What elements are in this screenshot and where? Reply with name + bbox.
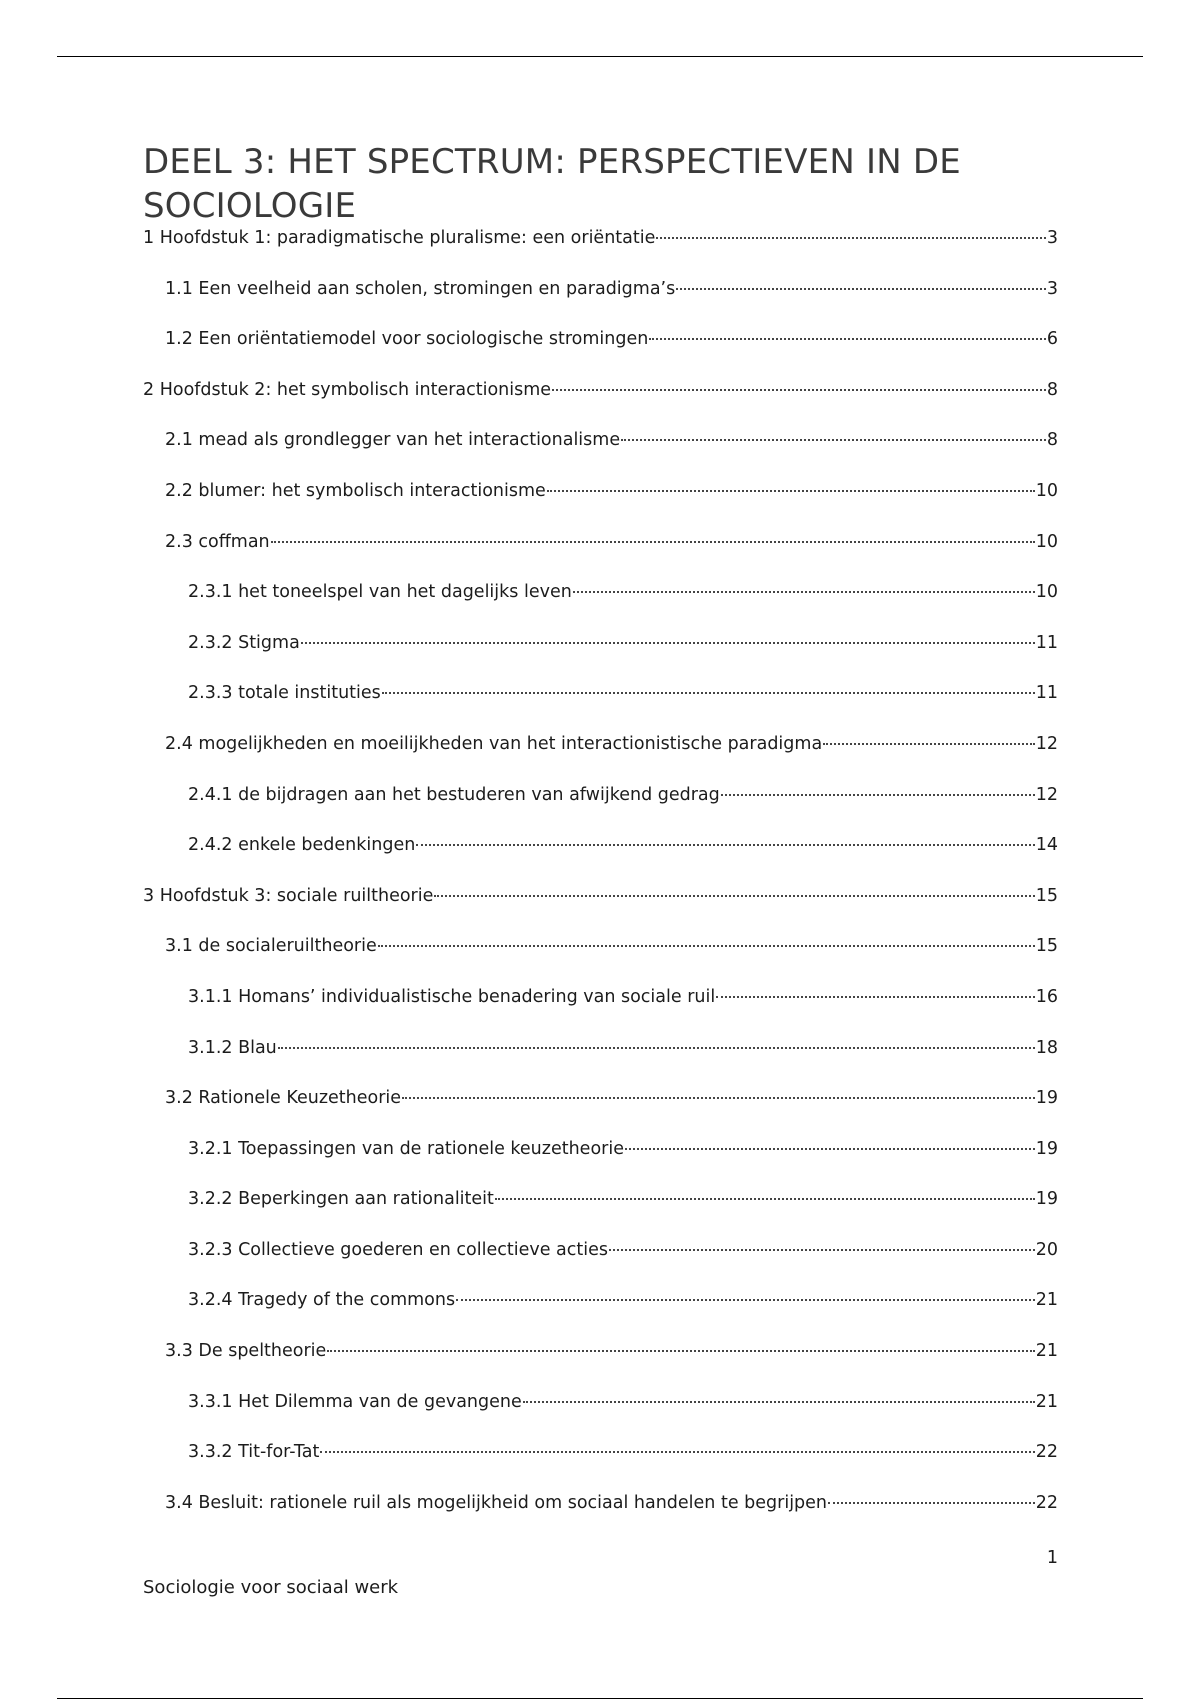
toc-entry-title: 3.3.1 Het Dilemma van de gevangene	[188, 1391, 522, 1412]
toc-entry-title: 2 Hoofdstuk 2: het symbolisch interactionisme	[143, 379, 552, 400]
toc-entry-page: 10	[1035, 480, 1058, 501]
toc-dot-leader	[656, 237, 1045, 239]
toc-entry[interactable]	[143, 582, 1058, 633]
toc-dot-leader	[721, 794, 1035, 796]
toc-entry[interactable]	[143, 430, 1058, 481]
toc-entry[interactable]	[143, 734, 1058, 785]
toc-entry-title: 1.2 Een oriëntatiemodel voor sociologische stromingen	[165, 329, 649, 350]
toc-entry-title: 3.3.2 Tit-for-Tat	[188, 1442, 320, 1463]
header-rule	[57, 56, 1143, 57]
toc-entry-title: 2.1 mead als grondlegger van het interactionalisme	[165, 430, 621, 451]
toc-entry[interactable]	[143, 886, 1058, 937]
toc-dot-leader	[382, 692, 1035, 694]
toc-entry[interactable]	[143, 532, 1058, 583]
toc-dot-leader	[573, 591, 1035, 593]
toc-dot-leader	[271, 541, 1035, 543]
toc-dot-leader	[327, 1350, 1034, 1352]
toc-entry[interactable]	[143, 936, 1058, 987]
toc-dot-leader	[402, 1097, 1035, 1099]
toc-entry-page: 21	[1035, 1341, 1058, 1362]
toc-entry-title: 2.3.2 Stigma	[188, 632, 300, 653]
toc-entry-page: 19	[1035, 1088, 1058, 1109]
toc-entry-title: 1 Hoofdstuk 1: paradigmatische pluralisme: een oriëntatie	[143, 228, 656, 248]
toc-entry-title: 3.3 De speltheorie	[165, 1341, 327, 1362]
toc-entry-title: 3.2.1 Toepassingen van de rationele keuzetheorie	[188, 1138, 624, 1159]
toc-entry-page: 8	[1046, 430, 1058, 451]
toc-entry[interactable]	[143, 329, 1058, 380]
toc-dot-leader	[621, 439, 1046, 441]
toc-entry-page: 20	[1035, 1239, 1058, 1260]
toc-entry-page: 6	[1046, 329, 1058, 350]
toc-dot-leader	[523, 1401, 1035, 1403]
toc-dot-leader	[320, 1451, 1034, 1453]
page-number: 1	[1046, 1548, 1058, 1568]
toc-entry-title: 2.3.3 totale instituties	[188, 683, 381, 704]
toc-dot-leader	[823, 743, 1035, 745]
toc-entry-title: 1.1 Een veelheid aan scholen, stromingen en paradigma’s	[165, 278, 676, 299]
toc-entry[interactable]	[143, 228, 1058, 279]
toc-entry-page: 19	[1035, 1138, 1058, 1159]
toc-entry[interactable]	[143, 1442, 1058, 1493]
toc-entry-page: 3	[1046, 278, 1058, 299]
toc-entry-title: 3.2.4 Tragedy of the commons	[188, 1290, 456, 1311]
toc-dot-leader	[828, 1502, 1035, 1504]
toc-entry-title: 2.4 mogelijkheden en moeilijkheden van het interactionistische paradigma	[165, 733, 823, 754]
toc-dot-leader	[547, 490, 1035, 492]
toc-entry-title: 2.4.1 de bijdragen aan het bestuderen van afwijkend gedrag	[188, 784, 720, 805]
toc-dot-leader	[495, 1198, 1035, 1200]
toc-entry[interactable]	[143, 1290, 1058, 1341]
toc-entry[interactable]	[143, 1088, 1058, 1139]
toc-entry-title: 3.2.2 Beperkingen aan rationaliteit	[188, 1189, 494, 1210]
table-of-contents	[143, 228, 1058, 1543]
toc-entry[interactable]	[143, 1038, 1058, 1089]
toc-entry[interactable]	[143, 279, 1058, 330]
toc-entry-page: 22	[1035, 1492, 1058, 1513]
toc-entry[interactable]	[143, 1240, 1058, 1291]
toc-entry-page: 19	[1035, 1189, 1058, 1210]
document-body	[143, 140, 1058, 1543]
toc-entry-page: 8	[1046, 379, 1058, 400]
toc-dot-leader	[378, 945, 1035, 947]
toc-entry-title: 3.1 de socialeruiltheorie	[165, 936, 377, 957]
toc-entry-page: 21	[1035, 1290, 1058, 1311]
toc-entry-page: 11	[1035, 683, 1058, 704]
toc-dot-leader	[434, 895, 1034, 897]
toc-entry[interactable]	[143, 380, 1058, 431]
toc-entry-page: 22	[1035, 1442, 1058, 1463]
toc-entry-page: 15	[1035, 936, 1058, 957]
toc-entry[interactable]	[143, 1392, 1058, 1443]
toc-entry[interactable]	[143, 481, 1058, 532]
toc-dot-leader	[416, 844, 1034, 846]
toc-dot-leader	[609, 1249, 1035, 1251]
toc-entry[interactable]	[143, 987, 1058, 1038]
toc-entry-title: 2.4.2 enkele bedenkingen	[188, 835, 416, 856]
toc-entry-page: 21	[1035, 1391, 1058, 1412]
toc-entry-title: 2.3.1 het toneelspel van het dagelijks leven	[188, 582, 572, 603]
toc-entry-page: 12	[1035, 733, 1058, 754]
toc-entry-title: 3.2 Rationele Keuzetheorie	[165, 1088, 402, 1109]
toc-dot-leader	[625, 1148, 1035, 1150]
toc-entry-title: 3 Hoofdstuk 3: sociale ruiltheorie	[143, 885, 434, 906]
toc-dot-leader	[456, 1299, 1035, 1301]
toc-entry-title: 3.4 Besluit: rationele ruil als mogelijkheid om sociaal handelen te begrijpen	[165, 1492, 828, 1513]
toc-entry-page: 18	[1035, 1037, 1058, 1058]
toc-entry-title: 3.2.3 Collectieve goederen en collectieve acties	[188, 1239, 608, 1260]
toc-entry-title: 3.1.1 Homans’ individualistische benadering van sociale ruil	[188, 986, 716, 1007]
toc-entry-page: 3	[1046, 228, 1058, 248]
toc-entry-page: 11	[1035, 632, 1058, 653]
toc-dot-leader	[649, 338, 1046, 340]
toc-entry-title: 2.3 coffman	[165, 531, 270, 552]
toc-entry-title: 3.1.2 Blau	[188, 1037, 277, 1058]
toc-dot-leader	[278, 1047, 1035, 1049]
toc-dot-leader	[676, 288, 1046, 290]
toc-entry-title: 2.2 blumer: het symbolisch interactionisme	[165, 480, 546, 501]
toc-entry[interactable]	[143, 1493, 1058, 1544]
toc-entry-page: 16	[1035, 986, 1058, 1007]
toc-dot-leader	[301, 642, 1035, 644]
toc-entry[interactable]	[143, 1139, 1058, 1190]
toc-entry-page: 15	[1035, 885, 1058, 906]
toc-entry-page: 12	[1035, 784, 1058, 805]
toc-dot-leader	[716, 996, 1035, 998]
toc-entry[interactable]	[143, 683, 1058, 734]
toc-entry-page: 10	[1035, 582, 1058, 603]
toc-dot-leader	[552, 389, 1046, 391]
toc-entry-page: 10	[1035, 531, 1058, 552]
toc-entry[interactable]	[143, 835, 1058, 886]
footer-text: Sociologie voor sociaal werk	[143, 1577, 399, 1598]
footer-rule	[57, 1698, 1143, 1699]
document-title: DEEL 3: HET SPECTRUM: PERSPECTIEVEN IN DE SOCIOLOGIE	[143, 142, 961, 226]
toc-entry[interactable]	[143, 1341, 1058, 1392]
toc-entry[interactable]	[143, 785, 1058, 836]
toc-entry[interactable]	[143, 633, 1058, 684]
toc-entry-page: 14	[1035, 835, 1058, 856]
toc-entry[interactable]	[143, 1189, 1058, 1240]
